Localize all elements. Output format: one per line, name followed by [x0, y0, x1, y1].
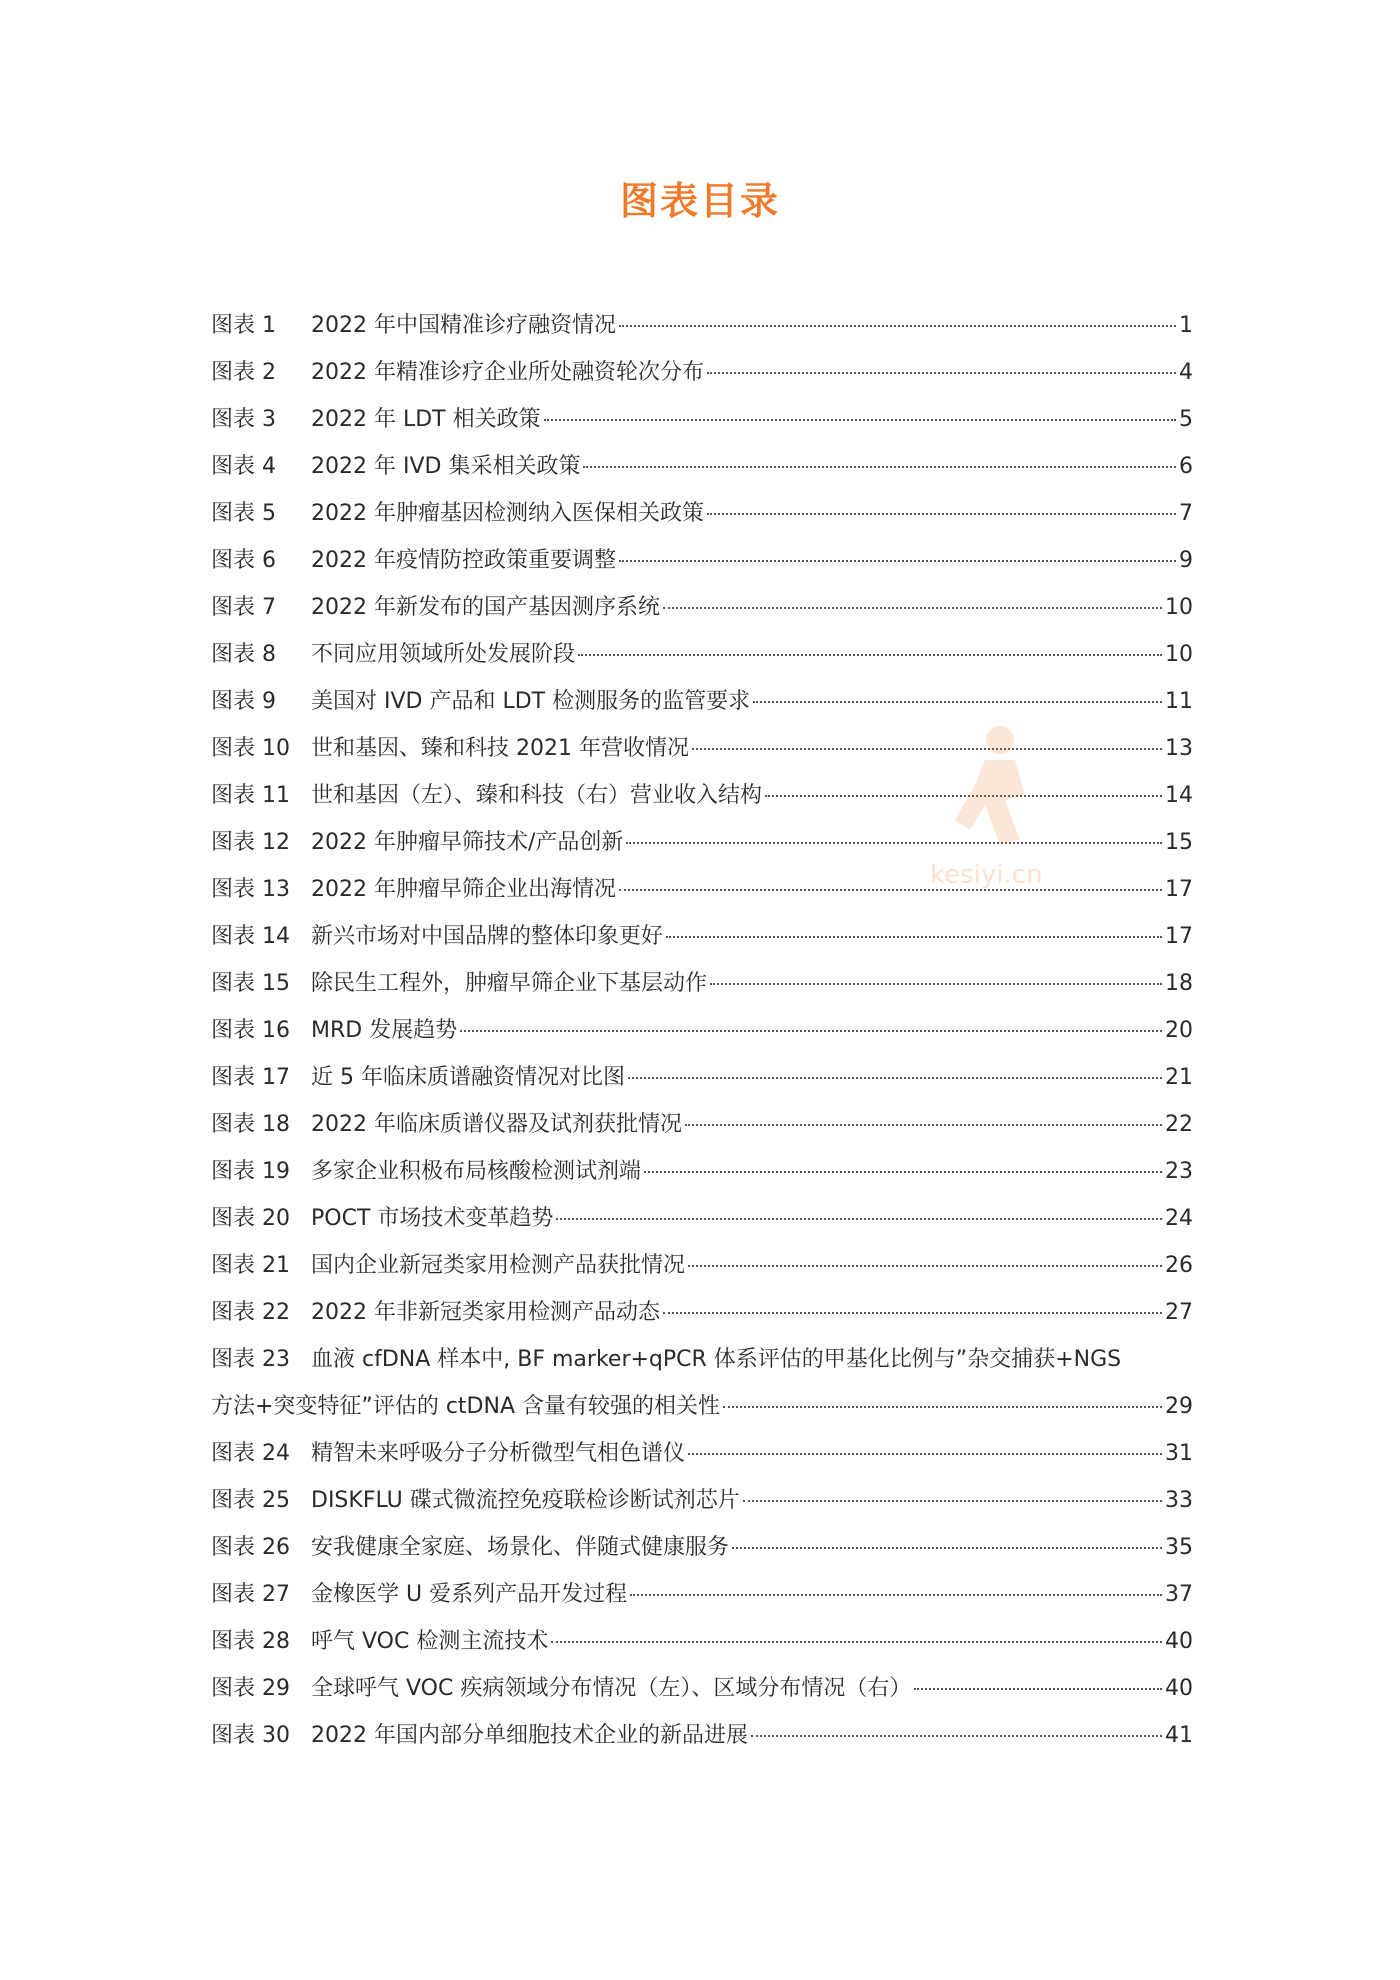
- toc-entry-title: POCT 市场技术变革趋势: [311, 1206, 554, 1231]
- dot-leader: [619, 889, 1162, 891]
- dot-leader: [666, 936, 1162, 938]
- toc-entry-title: 美国对 IVD 产品和 LDT 检测服务的监管要求: [311, 689, 751, 714]
- toc-entry-page: 18: [1165, 971, 1193, 996]
- toc-entry-label: 图表 23: [211, 1347, 290, 1372]
- toc-entry[interactable]: [211, 1154, 1193, 1201]
- toc-entry-page: 10: [1165, 595, 1193, 620]
- table-of-figures: [211, 308, 1193, 1765]
- toc-entry-label: 图表 27: [211, 1582, 290, 1607]
- toc-entry-page: 17: [1165, 877, 1193, 902]
- toc-entry-title: 除民生工程外，肿瘤早筛企业下基层动作: [311, 971, 708, 996]
- toc-entry[interactable]: [211, 731, 1193, 778]
- dot-leader: [753, 701, 1162, 703]
- toc-entry[interactable]: [211, 543, 1193, 590]
- toc-entry-page: 35: [1165, 1535, 1193, 1560]
- toc-entry-title: 2022 年精准诊疗企业所处融资轮次分布: [311, 360, 704, 385]
- dot-leader: [707, 513, 1176, 515]
- toc-entry[interactable]: [211, 449, 1193, 496]
- toc-entry-title: 2022 年国内部分单细胞技术企业的新品进展: [311, 1723, 748, 1748]
- dot-leader: [914, 1688, 1162, 1690]
- toc-entry-title: 新兴市场对中国品牌的整体印象更好: [311, 924, 664, 949]
- watermark-text: kesiyi.cn: [930, 860, 1043, 890]
- dot-leader: [556, 1218, 1162, 1220]
- toc-entry-title: 2022 年肿瘤基因检测纳入医保相关政策: [311, 501, 704, 526]
- toc-entry-label: 图表 18: [211, 1112, 290, 1137]
- toc-entry-title: 多家企业积极布局核酸检测试剂端: [311, 1159, 642, 1184]
- toc-entry-page: 17: [1165, 924, 1193, 949]
- toc-entry[interactable]: [211, 919, 1193, 966]
- toc-entry-title: 2022 年中国精准诊疗融资情况: [311, 313, 616, 338]
- dot-leader: [765, 795, 1162, 797]
- toc-entry[interactable]: [211, 590, 1193, 637]
- dot-leader: [663, 1312, 1162, 1314]
- toc-entry-label: 图表 25: [211, 1488, 290, 1513]
- toc-entry-label: 图表 14: [211, 924, 290, 949]
- toc-entry-label: 图表 10: [211, 736, 290, 761]
- toc-entry-label: 图表 3: [211, 407, 276, 432]
- toc-entry-label: 图表 9: [211, 689, 276, 714]
- toc-entry-page: 22: [1165, 1112, 1193, 1137]
- toc-entry-title: 国内企业新冠类家用检测产品获批情况: [311, 1253, 686, 1278]
- dot-leader: [628, 1077, 1162, 1079]
- toc-entry[interactable]: [211, 1295, 1193, 1342]
- toc-entry-page: 20: [1165, 1018, 1193, 1043]
- toc-entry-title: 近 5 年临床质谱融资情况对比图: [311, 1065, 625, 1090]
- toc-entry[interactable]: [211, 1671, 1193, 1718]
- toc-entry-title: 血液 cfDNA 样本中, BF marker+qPCR 体系评估的甲基化比例与”杂交捕获+NGS: [311, 1347, 1122, 1372]
- toc-entry[interactable]: [211, 778, 1193, 825]
- toc-entry[interactable]: [211, 1577, 1193, 1624]
- toc-entry-page: 31: [1165, 1441, 1193, 1466]
- toc-entry-page: 21: [1165, 1065, 1193, 1090]
- toc-entry-page: 11: [1165, 689, 1193, 714]
- dot-leader: [644, 1171, 1162, 1173]
- dot-leader: [688, 1453, 1162, 1455]
- toc-entry[interactable]: [211, 1013, 1193, 1060]
- toc-entry-title: 2022 年肿瘤早筛技术/产品创新: [311, 830, 624, 855]
- dot-leader: [619, 560, 1176, 562]
- toc-entry-label: 图表 16: [211, 1018, 290, 1043]
- dot-leader: [710, 983, 1162, 985]
- dot-leader: [692, 748, 1162, 750]
- page-title: 图表目录: [619, 179, 780, 223]
- toc-entry-page: 13: [1165, 736, 1193, 761]
- toc-entry[interactable]: [211, 684, 1193, 731]
- toc-entry-title: 金橡医学 U 爱系列产品开发过程: [311, 1582, 628, 1607]
- toc-entry[interactable]: [211, 1342, 1193, 1436]
- toc-entry-label: 图表 26: [211, 1535, 290, 1560]
- toc-entry-label: 图表 4: [211, 454, 276, 479]
- toc-entry-page: 26: [1165, 1253, 1193, 1278]
- toc-entry-page: 10: [1165, 642, 1193, 667]
- toc-entry-label: 图表 17: [211, 1065, 290, 1090]
- dot-leader: [685, 1124, 1162, 1126]
- toc-entry[interactable]: [211, 1483, 1193, 1530]
- toc-entry-label: 图表 13: [211, 877, 290, 902]
- toc-entry[interactable]: [211, 1530, 1193, 1577]
- toc-entry[interactable]: [211, 637, 1193, 684]
- toc-entry-page: 15: [1165, 830, 1193, 855]
- toc-entry-title: MRD 发展趋势: [311, 1018, 458, 1043]
- toc-entry-page: 1: [1179, 313, 1193, 338]
- toc-entry-title: 世和基因、臻和科技 2021 年营收情况: [311, 736, 689, 761]
- toc-entry-page: 7: [1179, 501, 1193, 526]
- toc-entry[interactable]: [211, 825, 1193, 872]
- toc-entry[interactable]: [211, 402, 1193, 449]
- toc-entry-page: 37: [1165, 1582, 1193, 1607]
- toc-entry-title: DISKFLU 碟式微流控免疫联检诊断试剂芯片: [311, 1488, 740, 1513]
- dot-leader: [626, 842, 1162, 844]
- toc-entry-page: 14: [1165, 783, 1193, 808]
- toc-entry[interactable]: [211, 1436, 1193, 1483]
- dot-leader: [630, 1594, 1162, 1596]
- dot-leader: [578, 654, 1162, 656]
- toc-entry[interactable]: [211, 1107, 1193, 1154]
- toc-entry-label: 图表 21: [211, 1253, 290, 1278]
- toc-entry-title: 2022 年疫情防控政策重要调整: [311, 548, 616, 573]
- toc-entry-label: 图表 15: [211, 971, 290, 996]
- dot-leader: [723, 1406, 1162, 1408]
- toc-entry-label: 图表 28: [211, 1629, 290, 1654]
- toc-entry-page: 40: [1165, 1629, 1193, 1654]
- toc-entry-label: 图表 5: [211, 501, 276, 526]
- toc-entry-label: 图表 29: [211, 1676, 290, 1701]
- toc-entry[interactable]: [211, 1248, 1193, 1295]
- toc-entry-title: 2022 年新发布的国产基因测序系统: [311, 595, 660, 620]
- dot-leader: [460, 1030, 1162, 1032]
- toc-entry[interactable]: [211, 308, 1193, 355]
- toc-entry-label: 图表 1: [211, 313, 276, 338]
- toc-entry-title: 精智未来呼吸分子分析微型气相色谱仪: [311, 1441, 686, 1466]
- toc-entry-title: 2022 年非新冠类家用检测产品动态: [311, 1300, 660, 1325]
- toc-entry[interactable]: [211, 1201, 1193, 1248]
- toc-entry-label: 图表 24: [211, 1441, 290, 1466]
- toc-entry-label: 图表 22: [211, 1300, 290, 1325]
- toc-entry-page: 24: [1165, 1206, 1193, 1231]
- dot-leader: [619, 325, 1176, 327]
- toc-entry-title: 呼气 VOC 检测主流技术: [311, 1629, 549, 1654]
- dot-leader: [544, 419, 1176, 421]
- toc-entry-page: 9: [1179, 548, 1193, 573]
- toc-entry-page: 27: [1165, 1300, 1193, 1325]
- toc-entry-title: 世和基因（左）、臻和科技（右）营业收入结构: [311, 783, 763, 808]
- toc-entry-title: 安我健康全家庭、场景化、伴随式健康服务: [311, 1535, 730, 1560]
- toc-entry-page: 5: [1179, 407, 1193, 432]
- toc-entry[interactable]: [211, 872, 1193, 919]
- toc-entry-title: 不同应用领域所处发展阶段: [311, 642, 576, 667]
- toc-entry-page: 6: [1179, 454, 1193, 479]
- toc-entry[interactable]: [211, 1718, 1193, 1765]
- toc-entry-label: 图表 6: [211, 548, 276, 573]
- toc-entry-title: 2022 年临床质谱仪器及试剂获批情况: [311, 1112, 682, 1137]
- dot-leader: [663, 607, 1162, 609]
- toc-entry[interactable]: [211, 1624, 1193, 1671]
- toc-entry-page: 23: [1165, 1159, 1193, 1184]
- toc-entry-title: 2022 年 IVD 集采相关政策: [311, 454, 581, 479]
- toc-entry-label: 图表 19: [211, 1159, 290, 1184]
- toc-entry[interactable]: [211, 966, 1193, 1013]
- dot-leader: [583, 466, 1176, 468]
- dot-leader: [743, 1500, 1162, 1502]
- toc-entry-label: 图表 11: [211, 783, 290, 808]
- toc-entry[interactable]: [211, 1060, 1193, 1107]
- toc-entry[interactable]: [211, 355, 1193, 402]
- dot-leader: [688, 1265, 1162, 1267]
- toc-entry-page: 29: [1165, 1394, 1193, 1419]
- toc-entry-title: 2022 年 LDT 相关政策: [311, 407, 541, 432]
- toc-entry-label: 图表 7: [211, 595, 276, 620]
- dot-leader: [707, 372, 1176, 374]
- toc-entry[interactable]: [211, 496, 1193, 543]
- toc-entry-label: 图表 20: [211, 1206, 290, 1231]
- dot-leader: [551, 1641, 1162, 1643]
- toc-entry-label: 图表 12: [211, 830, 290, 855]
- toc-entry-label: 图表 2: [211, 360, 276, 385]
- toc-entry-label: 图表 8: [211, 642, 276, 667]
- toc-entry-title-continued: 方法+突变特征”评估的 ctDNA 含量有较强的相关性: [211, 1394, 720, 1419]
- dot-leader: [732, 1547, 1162, 1549]
- toc-entry-page: 33: [1165, 1488, 1193, 1513]
- toc-entry-page: 41: [1165, 1723, 1193, 1748]
- toc-entry-label: 图表 30: [211, 1723, 290, 1748]
- toc-entry-title: 2022 年肿瘤早筛企业出海情况: [311, 877, 616, 902]
- toc-entry-page: 4: [1179, 360, 1193, 385]
- dot-leader: [751, 1735, 1162, 1737]
- toc-entry-page: 40: [1165, 1676, 1193, 1701]
- toc-entry-title: 全球呼气 VOC 疾病领域分布情况（左）、区域分布情况（右）: [311, 1676, 912, 1701]
